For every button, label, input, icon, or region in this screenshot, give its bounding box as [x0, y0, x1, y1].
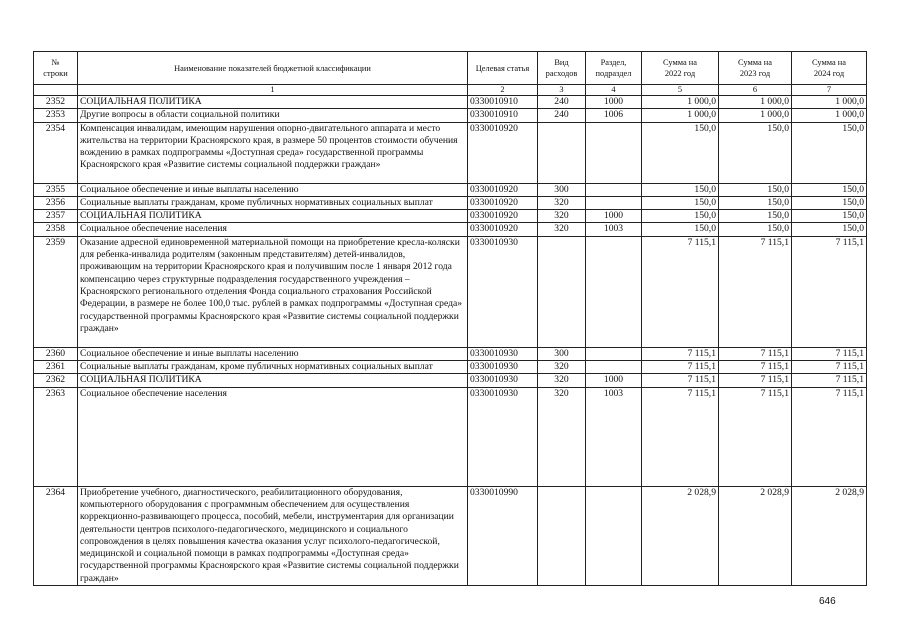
expense-type-cell: 320 — [538, 223, 586, 236]
sum-2024-cell: 7 115,1 — [792, 347, 867, 360]
budget-table — [33, 51, 867, 586]
indicator-name-cell: Приобретение учебного, диагностического, реабилитационного оборудования, компьютерного оборудования с программным обеспечением для осуществления коррекционно-развивающего процесса, пособий, мебели, инструментария для организации деятельности центров психолого-педагогического, медицинского и социального сопровождения в целях повышения качества оказания услуг психолого-педагогической, медицинской и социальной помощи в рамках подпрограммы «Доступная среда» государственной программы Красноярского края «Развитие системы социальной поддержки граждан» — [78, 486, 468, 585]
table-row — [34, 374, 867, 387]
section-cell — [586, 122, 642, 183]
indicator-name-cell: Социальные выплаты гражданам, кроме публичных нормативных социальных выплат — [78, 361, 468, 374]
sum-2024-cell: 150,0 — [792, 122, 867, 183]
section-cell — [586, 347, 642, 360]
sum-2023-cell: 150,0 — [719, 122, 792, 183]
indicator-name-cell: Компенсация инвалидам, имеющим нарушения опорно-двигательного аппарата и место жительства на территории Красноярского края, в размере 50 процентов стоимости обучения вождению в рамках подпрограммы «Доступная среда» государственной программы Красноярского края «Развитие системы социальной поддержки граждан» — [78, 122, 468, 183]
row-number-cell: 2356 — [34, 196, 78, 209]
sum-2023-cell: 1 000,0 — [719, 96, 792, 109]
expense-type-cell — [538, 122, 586, 183]
target-article-cell: 0330010930 — [468, 236, 538, 347]
header-indicator-name: Наименование показателей бюджетной классификации — [78, 52, 468, 85]
target-article-cell: 0330010910 — [468, 96, 538, 109]
indicator-name-cell: Социальное обеспечение населения — [78, 223, 468, 236]
section-cell: 1000 — [586, 210, 642, 223]
column-number: 7 — [792, 85, 867, 96]
row-number-cell: 2358 — [34, 223, 78, 236]
target-article-cell: 0330010920 — [468, 210, 538, 223]
row-number-cell: 2352 — [34, 96, 78, 109]
expense-type-cell: 300 — [538, 347, 586, 360]
indicator-name-cell: Оказание адресной единовременной материальной помощи на приобретение кресла-коляски для ребенка-инвалида родителям (законным представителям) детей-инвалидов, проживающим на территории Красноярского края и получившим после 1 января 2012 года компенсацию через структурные подразделения государственного учреждения – Красноярского регионального отделения Фонда социального страхования Российской Федерации, в размере не более 100,0 тыс. рублей в рамках подпрограммы «Доступная среда» государственной программы Красноярского края «Развитие системы социальной поддержки граждан» — [78, 236, 468, 347]
section-cell: 1006 — [586, 109, 642, 122]
row-number-cell: 2360 — [34, 347, 78, 360]
row-number-cell: 2359 — [34, 236, 78, 347]
sum-2024-cell: 150,0 — [792, 183, 867, 196]
sum-2024-cell: 7 115,1 — [792, 361, 867, 374]
sum-2023-cell: 7 115,1 — [719, 236, 792, 347]
expense-type-cell: 240 — [538, 96, 586, 109]
sum-2024-cell: 7 115,1 — [792, 374, 867, 387]
sum-2022-cell: 150,0 — [642, 122, 719, 183]
target-article-cell: 0330010920 — [468, 196, 538, 209]
table-row — [34, 223, 867, 236]
section-cell — [586, 361, 642, 374]
target-article-cell: 0330010990 — [468, 486, 538, 585]
header-row — [34, 52, 867, 85]
indicator-name-cell: Социальное обеспечение населения — [78, 387, 468, 486]
section-cell: 1000 — [586, 96, 642, 109]
header-sum-2023: Сумма на 2023 год — [719, 52, 792, 85]
column-number-row — [34, 85, 867, 96]
column-number: 2 — [468, 85, 538, 96]
sum-2022-cell: 1 000,0 — [642, 109, 719, 122]
sum-2024-cell: 7 115,1 — [792, 236, 867, 347]
target-article-cell: 0330010930 — [468, 361, 538, 374]
table-row — [34, 361, 867, 374]
column-number: 4 — [586, 85, 642, 96]
sum-2023-cell: 7 115,1 — [719, 374, 792, 387]
sum-2023-cell: 7 115,1 — [719, 347, 792, 360]
table-row — [34, 347, 867, 360]
sum-2023-cell: 150,0 — [719, 196, 792, 209]
row-number-cell: 2361 — [34, 361, 78, 374]
sum-2023-cell: 7 115,1 — [719, 361, 792, 374]
sum-2022-cell: 7 115,1 — [642, 374, 719, 387]
sum-2022-cell: 7 115,1 — [642, 387, 719, 486]
sum-2022-cell: 7 115,1 — [642, 236, 719, 347]
sum-2024-cell: 1 000,0 — [792, 96, 867, 109]
header-row-number: № строки — [34, 52, 78, 85]
sum-2023-cell: 150,0 — [719, 223, 792, 236]
indicator-name-cell: Социальные выплаты гражданам, кроме публичных нормативных социальных выплат — [78, 196, 468, 209]
sum-2024-cell: 2 028,9 — [792, 486, 867, 585]
target-article-cell: 0330010930 — [468, 347, 538, 360]
row-number-cell: 2364 — [34, 486, 78, 585]
table-row — [34, 122, 867, 183]
sum-2022-cell: 150,0 — [642, 223, 719, 236]
header-sum-2022: Сумма на 2022 год — [642, 52, 719, 85]
section-cell — [586, 236, 642, 347]
section-cell — [586, 183, 642, 196]
table-row — [34, 236, 867, 347]
expense-type-cell: 320 — [538, 210, 586, 223]
indicator-name-cell: Социальное обеспечение и иные выплаты населению — [78, 347, 468, 360]
table-row — [34, 486, 867, 585]
sum-2023-cell: 7 115,1 — [719, 387, 792, 486]
row-number-cell: 2363 — [34, 387, 78, 486]
row-number-cell: 2355 — [34, 183, 78, 196]
section-cell: 1003 — [586, 223, 642, 236]
section-cell: 1003 — [586, 387, 642, 486]
table-row — [34, 196, 867, 209]
sum-2024-cell: 1 000,0 — [792, 109, 867, 122]
sum-2022-cell: 150,0 — [642, 183, 719, 196]
sum-2023-cell: 150,0 — [719, 183, 792, 196]
column-number: 5 — [642, 85, 719, 96]
sum-2023-cell: 1 000,0 — [719, 109, 792, 122]
expense-type-cell: 240 — [538, 109, 586, 122]
column-number: 1 — [78, 85, 468, 96]
expense-type-cell — [538, 236, 586, 347]
target-article-cell: 0330010920 — [468, 183, 538, 196]
row-number-cell: 2362 — [34, 374, 78, 387]
sum-2024-cell: 150,0 — [792, 210, 867, 223]
table-row — [34, 109, 867, 122]
table-row — [34, 96, 867, 109]
sum-2022-cell: 1 000,0 — [642, 96, 719, 109]
expense-type-cell: 320 — [538, 387, 586, 486]
expense-type-cell: 320 — [538, 361, 586, 374]
header-target-article: Целевая статья — [468, 52, 538, 85]
indicator-name-cell: СОЦИАЛЬНАЯ ПОЛИТИКА — [78, 210, 468, 223]
column-number: 3 — [538, 85, 586, 96]
row-number-cell: 2353 — [34, 109, 78, 122]
header-sum-2024: Сумма на 2024 год — [792, 52, 867, 85]
table-row — [34, 210, 867, 223]
sum-2022-cell: 7 115,1 — [642, 347, 719, 360]
indicator-name-cell: Другие вопросы в области социальной политики — [78, 109, 468, 122]
sum-2024-cell: 7 115,1 — [792, 387, 867, 486]
section-cell — [586, 196, 642, 209]
expense-type-cell: 320 — [538, 196, 586, 209]
indicator-name-cell: СОЦИАЛЬНАЯ ПОЛИТИКА — [78, 374, 468, 387]
target-article-cell: 0330010910 — [468, 109, 538, 122]
row-number-cell: 2354 — [34, 122, 78, 183]
section-cell — [586, 486, 642, 585]
page-number: 646 — [819, 596, 836, 607]
expense-type-cell — [538, 486, 586, 585]
column-number — [34, 85, 78, 96]
expense-type-cell: 320 — [538, 374, 586, 387]
sum-2024-cell: 150,0 — [792, 196, 867, 209]
sum-2022-cell: 2 028,9 — [642, 486, 719, 585]
sum-2023-cell: 2 028,9 — [719, 486, 792, 585]
target-article-cell: 0330010920 — [468, 223, 538, 236]
table-row — [34, 387, 867, 486]
row-number-cell: 2357 — [34, 210, 78, 223]
sum-2024-cell: 150,0 — [792, 223, 867, 236]
indicator-name-cell: СОЦИАЛЬНАЯ ПОЛИТИКА — [78, 96, 468, 109]
indicator-name-cell: Социальное обеспечение и иные выплаты населению — [78, 183, 468, 196]
column-number: 6 — [719, 85, 792, 96]
sum-2022-cell: 7 115,1 — [642, 361, 719, 374]
target-article-cell: 0330010930 — [468, 387, 538, 486]
table-row — [34, 183, 867, 196]
sum-2022-cell: 150,0 — [642, 210, 719, 223]
expense-type-cell: 300 — [538, 183, 586, 196]
sum-2023-cell: 150,0 — [719, 210, 792, 223]
target-article-cell: 0330010930 — [468, 374, 538, 387]
target-article-cell: 0330010920 — [468, 122, 538, 183]
header-section: Раздел, подраздел — [586, 52, 642, 85]
section-cell: 1000 — [586, 374, 642, 387]
header-expense-type: Вид расходов — [538, 52, 586, 85]
sum-2022-cell: 150,0 — [642, 196, 719, 209]
